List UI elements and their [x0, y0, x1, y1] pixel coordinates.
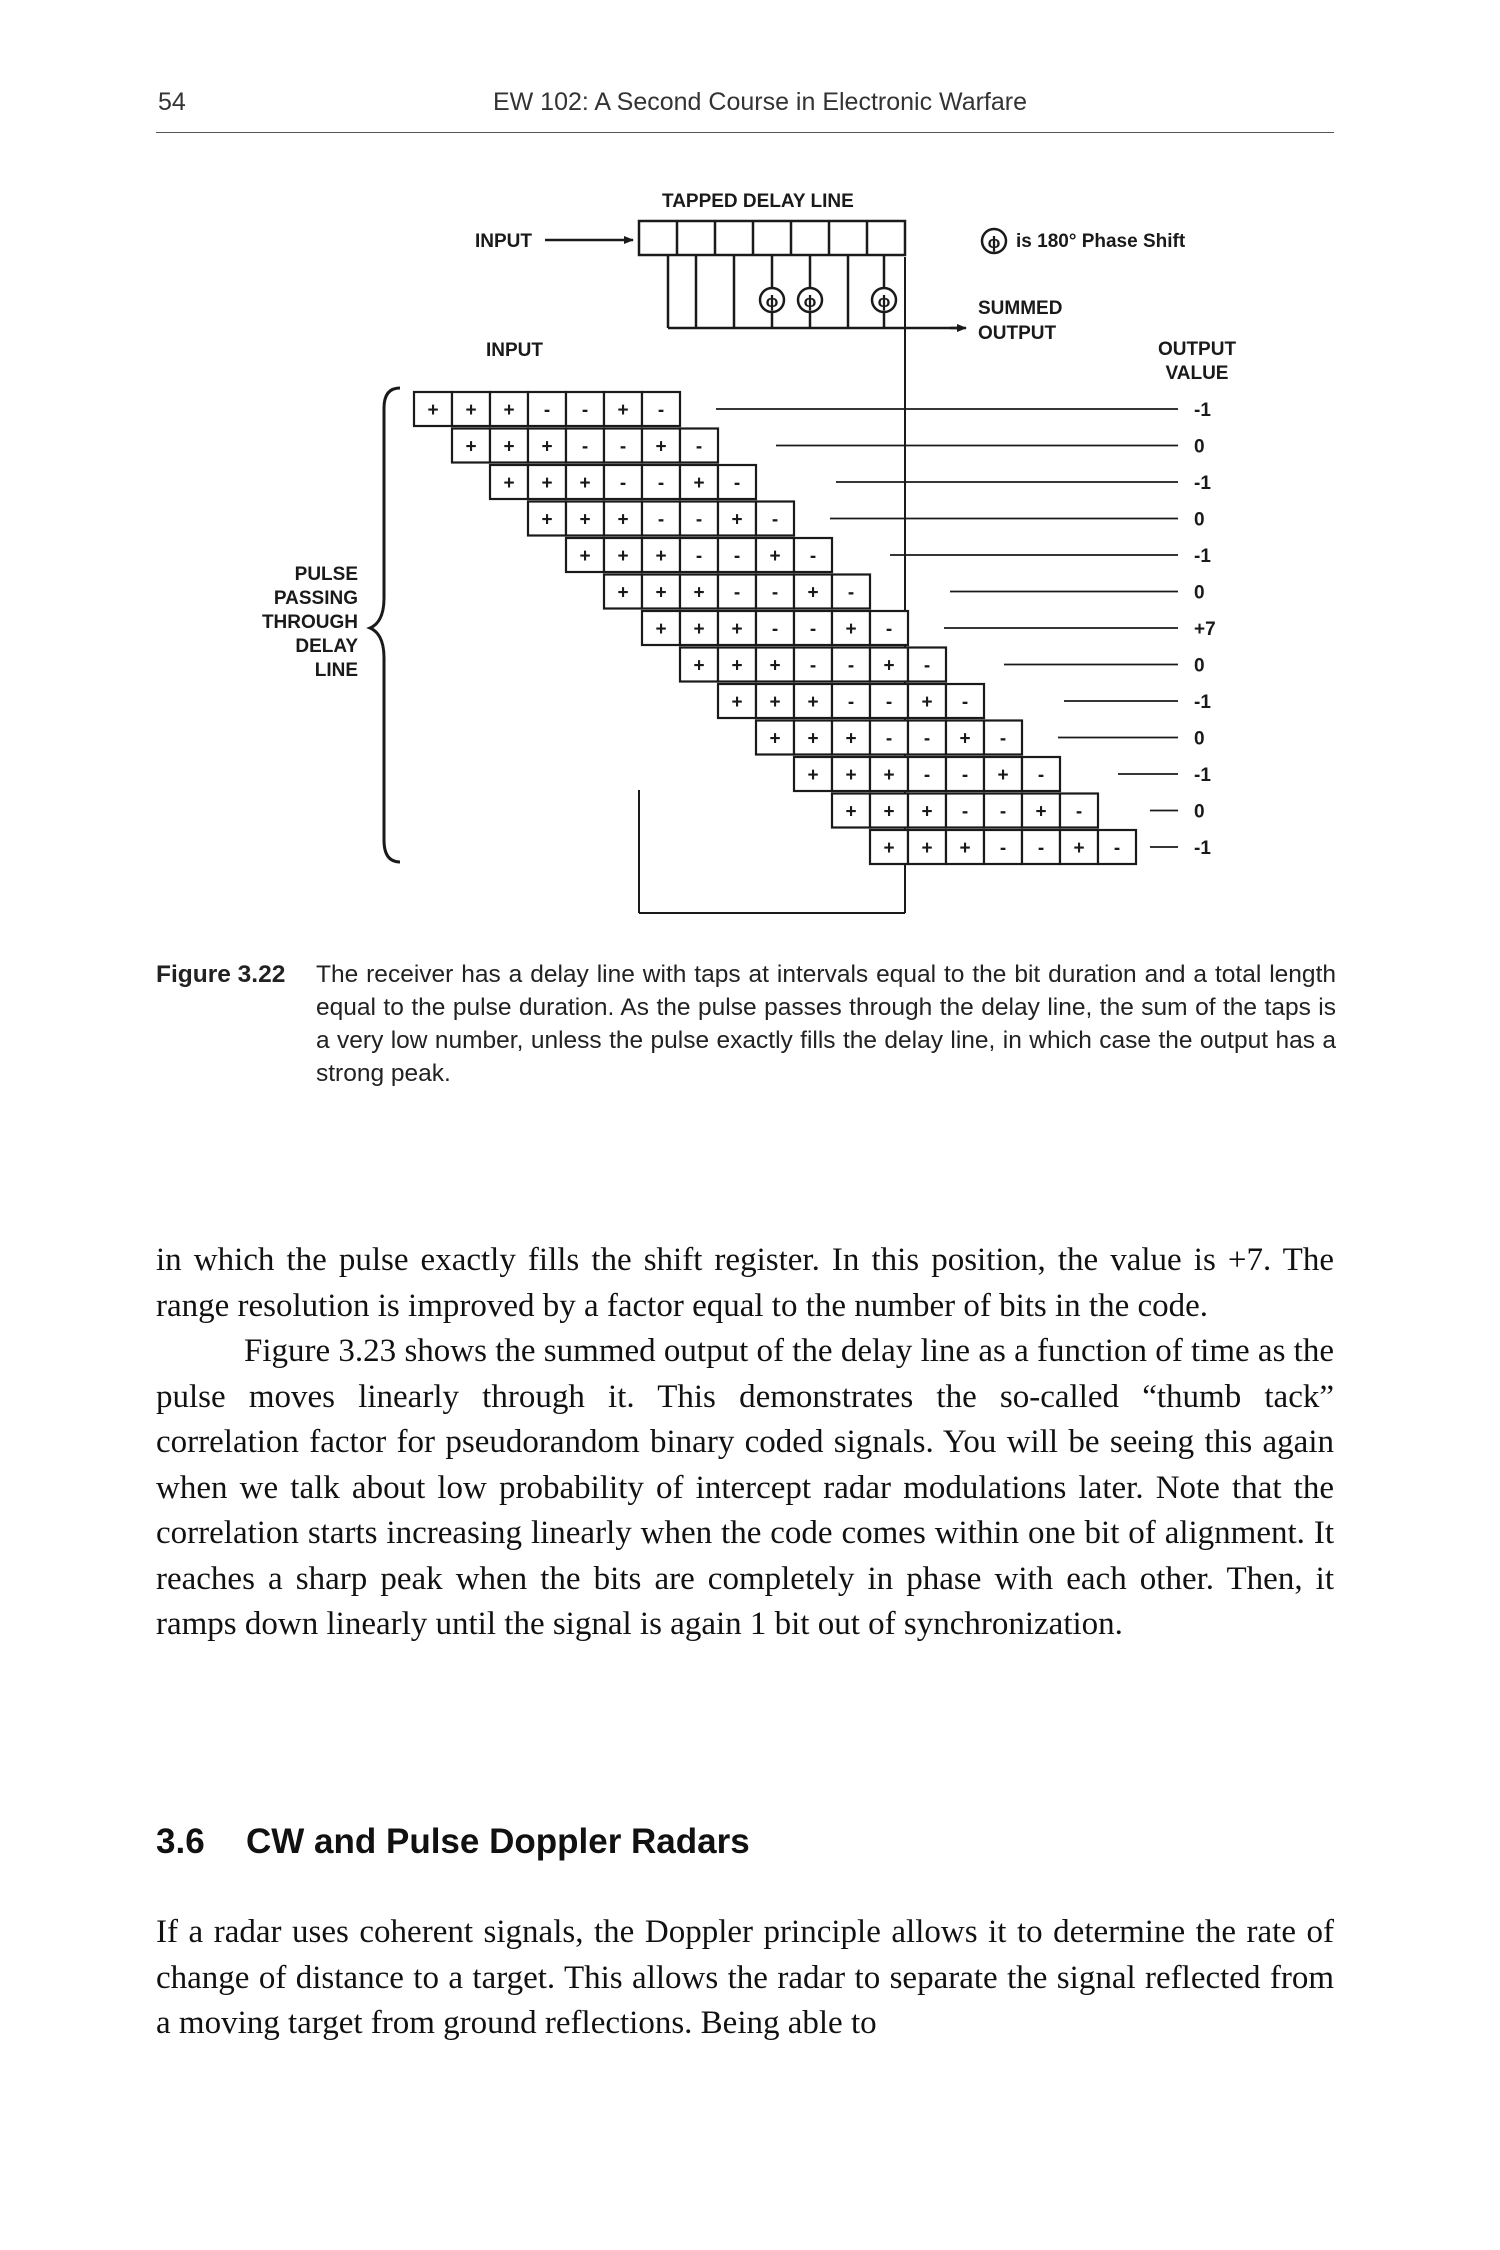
bit-symbol: +: [541, 436, 553, 458]
phase-shifter: [798, 288, 822, 312]
bit-symbol: -: [923, 765, 931, 786]
phase-shift-legend: [982, 229, 1186, 253]
bit-symbol: +: [845, 765, 857, 786]
output-value: -1: [1194, 765, 1211, 786]
bit-symbol: +: [465, 436, 477, 458]
bit-symbol: -: [657, 400, 665, 421]
bit-symbol: +: [655, 582, 667, 604]
figure-tapped-delay-line: [0, 0, 1500, 940]
input-label-left: INPUT: [486, 340, 543, 361]
bit-symbol: -: [923, 655, 931, 677]
bit-symbol: +: [769, 692, 781, 713]
caption-label: Figure 3.22: [156, 961, 286, 988]
bit-symbol: -: [543, 400, 551, 421]
bit-symbol: +: [807, 765, 819, 786]
caption-text: The receiver has a delay line with taps at intervals equal to the bit duration and a total length equal to the pulse duration. As the pulse passes through the delay line, the sum of the taps is a very low number, unless the pulse exactly fills the delay line, in which case the output has a strong peak.: [316, 961, 1336, 1087]
bit-symbol: -: [885, 619, 893, 640]
phase-shifter: [760, 288, 784, 312]
bit-symbol: +: [807, 728, 819, 750]
bit-symbol: -: [1075, 801, 1083, 823]
page-number: 54: [158, 88, 186, 116]
bit-symbol: +: [465, 400, 477, 421]
body-text: [156, 1910, 1334, 2047]
output-value: 0: [1194, 655, 1205, 677]
bit-symbol: -: [885, 692, 893, 713]
bit-symbol: +: [503, 400, 515, 421]
pulse-row: [490, 465, 1211, 499]
bit-symbol: -: [809, 655, 817, 677]
output-value: 0: [1194, 509, 1205, 531]
pulse-row: [718, 684, 1211, 718]
pulse-row: [832, 794, 1205, 828]
bit-symbol: +: [427, 400, 439, 421]
pulse-row: [680, 648, 1205, 682]
paragraph: Figure 3.23 shows the summed output of the delay line as a function of time as the pulse moves linearly through it. This demonstrates the so-called “thumb tack” correlation factor for pseudorandom binary coded signals. You will be seeing this again when we talk about low probability of intercept radar modulations later. Note that the correlation starts increasing linearly when the code comes within one bit of alignment. It reaches a sharp peak when the bits are completely in phase with each other. Then, it ramps down linearly until the signal is again 1 bit out of synchronization.: [156, 1333, 1334, 1642]
bit-symbol: +: [921, 692, 933, 713]
bit-symbol: +: [579, 546, 591, 567]
bit-symbol: +: [693, 582, 705, 604]
output-value: -1: [1194, 546, 1211, 567]
output-value: 0: [1194, 436, 1205, 458]
output-value: +7: [1194, 619, 1216, 640]
bit-symbol: +: [541, 509, 553, 531]
bit-symbol: +: [769, 655, 781, 677]
output-value-heading: VALUE: [1165, 363, 1229, 384]
output-value: -1: [1194, 473, 1211, 494]
output-value: 0: [1194, 801, 1205, 823]
section-title: CW and Pulse Doppler Radars: [246, 1822, 750, 1861]
bit-symbol: -: [695, 436, 703, 458]
bit-symbol: +: [655, 436, 667, 458]
phase-shifter: [872, 288, 896, 312]
figure-caption: [156, 958, 1336, 1090]
bit-symbol: +: [997, 765, 1009, 786]
pulse-row: [414, 392, 1211, 426]
summed-output-label: SUMMED: [978, 298, 1063, 319]
pulse-rows: [414, 392, 1216, 864]
bit-symbol: +: [807, 582, 819, 604]
bit-symbol: +: [579, 473, 591, 494]
pulse-label-line: PASSING: [273, 588, 358, 609]
pulse-label: [262, 564, 358, 681]
bit-symbol: -: [885, 728, 893, 750]
bit-symbol: -: [847, 692, 855, 713]
summed-output-label: OUTPUT: [978, 323, 1057, 344]
phase-symbol: ϕ: [877, 292, 891, 311]
bit-symbol: +: [579, 509, 591, 531]
bit-symbol: -: [1113, 838, 1121, 859]
bit-symbol: +: [959, 838, 971, 859]
bit-symbol: +: [883, 801, 895, 823]
bit-symbol: +: [883, 838, 895, 859]
running-title: EW 102: A Second Course in Electronic Warfare: [492, 88, 1028, 116]
bit-symbol: -: [581, 436, 589, 458]
pulse-label-line: THROUGH: [261, 612, 358, 633]
bit-symbol: +: [1073, 838, 1085, 859]
bit-symbol: -: [771, 582, 779, 604]
bit-symbol: -: [771, 509, 779, 531]
output-value: -1: [1194, 838, 1211, 859]
bit-symbol: +: [845, 801, 857, 823]
bit-symbol: -: [923, 728, 931, 750]
bit-symbol: +: [845, 728, 857, 750]
paragraph: If a radar uses coherent signals, the Doppler principle allows it to determine the rate of change of distance to a target. This allows the radar to separate the signal reflected from a moving target from ground reflections. Being able to: [156, 1914, 1334, 2041]
bit-symbol: -: [733, 473, 741, 494]
bit-symbol: +: [769, 728, 781, 750]
bit-symbol: +: [503, 436, 515, 458]
bit-symbol: +: [883, 765, 895, 786]
phase-symbol: ϕ: [803, 292, 817, 311]
bit-symbol: -: [809, 619, 817, 640]
bit-symbol: +: [845, 619, 857, 640]
bit-symbol: -: [961, 692, 969, 713]
output-value-heading: OUTPUT: [1157, 339, 1237, 360]
bit-symbol: -: [847, 655, 855, 677]
bit-symbol: -: [961, 801, 969, 823]
paragraph: in which the pulse exactly fills the shift register. In this position, the value is +7. The range resolution is improved by a factor equal to the number of bits in the code.: [156, 1242, 1334, 1324]
bit-symbol: -: [961, 765, 969, 786]
bit-symbol: -: [999, 838, 1007, 859]
bit-symbol: +: [617, 546, 629, 567]
bit-symbol: +: [503, 473, 515, 494]
body-text: [156, 1238, 1334, 1648]
bit-symbol: +: [655, 619, 667, 640]
output-value: 0: [1194, 582, 1205, 604]
bit-symbol: -: [581, 400, 589, 421]
phase-symbol: ϕ: [987, 233, 1001, 252]
pulse-brace: [370, 388, 400, 862]
bit-symbol: +: [617, 509, 629, 531]
pulse-label-line: DELAY: [295, 636, 358, 657]
bit-symbol: +: [1035, 801, 1047, 823]
bit-symbol: -: [999, 801, 1007, 823]
bit-symbol: -: [619, 436, 627, 458]
phase-symbol: ϕ: [765, 292, 779, 311]
bit-symbol: +: [883, 655, 895, 677]
bit-symbol: -: [1037, 765, 1045, 786]
bit-symbol: +: [807, 692, 819, 713]
bit-symbol: +: [655, 546, 667, 567]
bit-symbol: +: [921, 838, 933, 859]
phase-shift-legend-text: is 180° Phase Shift: [1016, 231, 1186, 252]
bit-symbol: -: [847, 582, 855, 604]
bit-symbol: -: [809, 546, 817, 567]
bit-symbol: +: [617, 582, 629, 604]
bit-symbol: +: [731, 655, 743, 677]
bit-symbol: -: [657, 509, 665, 531]
pulse-row: [528, 502, 1205, 536]
bit-symbol: +: [731, 692, 743, 713]
bit-symbol: +: [541, 473, 553, 494]
pulse-row: [452, 429, 1205, 463]
bit-symbol: +: [731, 509, 743, 531]
section-number: 3.6: [156, 1822, 205, 1861]
bit-symbol: -: [657, 473, 665, 494]
pulse-label-line: LINE: [314, 660, 358, 681]
bit-symbol: -: [695, 509, 703, 531]
pulse-label-line: PULSE: [294, 564, 358, 585]
bit-symbol: +: [693, 473, 705, 494]
bit-symbol: -: [695, 546, 703, 567]
bit-symbol: +: [769, 546, 781, 567]
bit-symbol: +: [921, 801, 933, 823]
bit-symbol: +: [959, 728, 971, 750]
output-value: 0: [1194, 728, 1205, 750]
pulse-row: [642, 611, 1216, 645]
bit-symbol: -: [733, 582, 741, 604]
pulse-row: [870, 830, 1211, 864]
bit-symbol: +: [693, 655, 705, 677]
bit-symbol: -: [619, 473, 627, 494]
bit-symbol: -: [999, 728, 1007, 750]
pulse-row: [566, 538, 1211, 572]
bit-symbol: +: [693, 619, 705, 640]
output-value: -1: [1194, 400, 1211, 421]
bit-symbol: -: [1037, 838, 1045, 859]
bit-symbol: -: [771, 619, 779, 640]
bit-symbol: +: [731, 619, 743, 640]
output-value: -1: [1194, 692, 1211, 713]
tapped-delay-line-label: TAPPED DELAY LINE: [662, 191, 854, 212]
input-label-top: INPUT: [475, 231, 532, 252]
bit-symbol: -: [733, 546, 741, 567]
bit-symbol: +: [617, 400, 629, 421]
delay-line-register: [639, 221, 958, 328]
section-heading: [156, 1822, 1334, 1862]
pulse-row: [794, 757, 1211, 791]
pulse-row: [756, 721, 1205, 755]
